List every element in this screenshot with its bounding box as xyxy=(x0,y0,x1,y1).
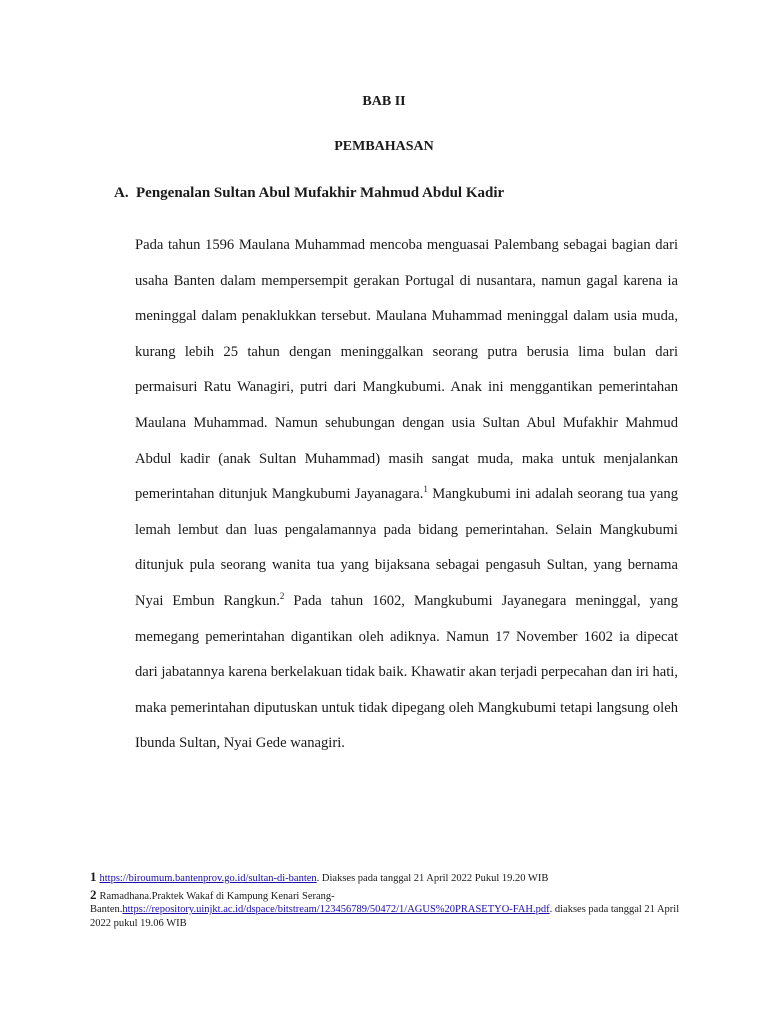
paragraph-text-3: Pada tahun 1602, Mangkubumi Jayanegara meninggal, yang memegang pemerintahan digantikan oleh adiknya. Namun 17 November 1602 ia dipecat dari jabatannya karena berkelakuan tidak baik. Khawatir akan terjadi perpecahan dan iri hati, maka pemerintahan diputuskan untuk tidak dipegang oleh Mangkubumi tetapi langsung oleh Ibunda Sultan, Nyai Gede wanagiri. xyxy=(135,592,678,752)
footnote-suffix: . diakses pada tanggal 21 April 2022 pukul 19.06 WIB xyxy=(90,904,680,929)
body-paragraph xyxy=(135,228,678,762)
footnote-ref-2[interactable]: 2 xyxy=(279,590,285,601)
footnote-number: 2 xyxy=(90,886,97,902)
footnote-suffix: . Diakses pada tanggal 21 April 2022 Pukul 19.20 WIB xyxy=(316,873,549,884)
footnote-link[interactable]: https://biroumum.bantenprov.go.id/sultan-di-banten xyxy=(99,873,317,884)
footnote-prefix: Ramadhana.Praktek Wakaf di Kampung Kenari Serang-Banten. xyxy=(90,890,335,915)
section-title: Pengenalan Sultan Abul Mufakhir Mahmud Abdul Kadir xyxy=(136,185,505,201)
footnotes xyxy=(90,870,680,932)
section-number: A. xyxy=(114,185,129,201)
paragraph-text-1: Pada tahun 1596 Maulana Muhammad mencoba menguasai Palembang sebagai bagian dari usaha Banten dalam mempersempit gerakan Portugal di nusantara, namun gagal karena ia meninggal dalam penaklukkan tersebut. Maulana Muhammad meninggal dalam usia muda, kurang lebih 25 tahun dengan meninggalkan seorang putra berusia lima bulan dari permaisuri Ratu Wanagiri, putri dari Mangkubumi. Anak ini menggantikan pemerintahan Maulana Muhammad. Namun sehubungan dengan usia Sultan Abul Mufakhir Mahmud Abdul kadir (anak Sultan Muhammad) masih sangat muda, maka untuk menjalankan pemerintahan ditunjuk Mangkubumi Jayanagara. xyxy=(135,237,678,503)
paragraph-text-2: Mangkubumi ini adalah seorang tua yang lemah lembut dan luas pengalamannya pada bidang pemerintahan. Selain Mangkubumi ditunjuk pula seorang wanita tua yang bijaksana sebagai pengasuh Sultan, yang bernama Nyai Embun Rangkun. xyxy=(135,486,678,609)
chapter-title: BAB II xyxy=(362,94,406,109)
footnote-link[interactable]: https://repository.uinjkt.ac.id/dspace/bitstream/123456789/50472/1/AGUS%20PRASETYO-FAH.pdf xyxy=(122,904,550,915)
chapter-heading: PEMBAHASAN xyxy=(334,139,434,154)
footnote-ref-1[interactable]: 1 xyxy=(423,484,428,495)
section-heading xyxy=(114,185,504,202)
footnote-1 xyxy=(90,870,680,886)
footnote-2 xyxy=(90,888,680,931)
footnote-number: 1 xyxy=(90,869,97,884)
